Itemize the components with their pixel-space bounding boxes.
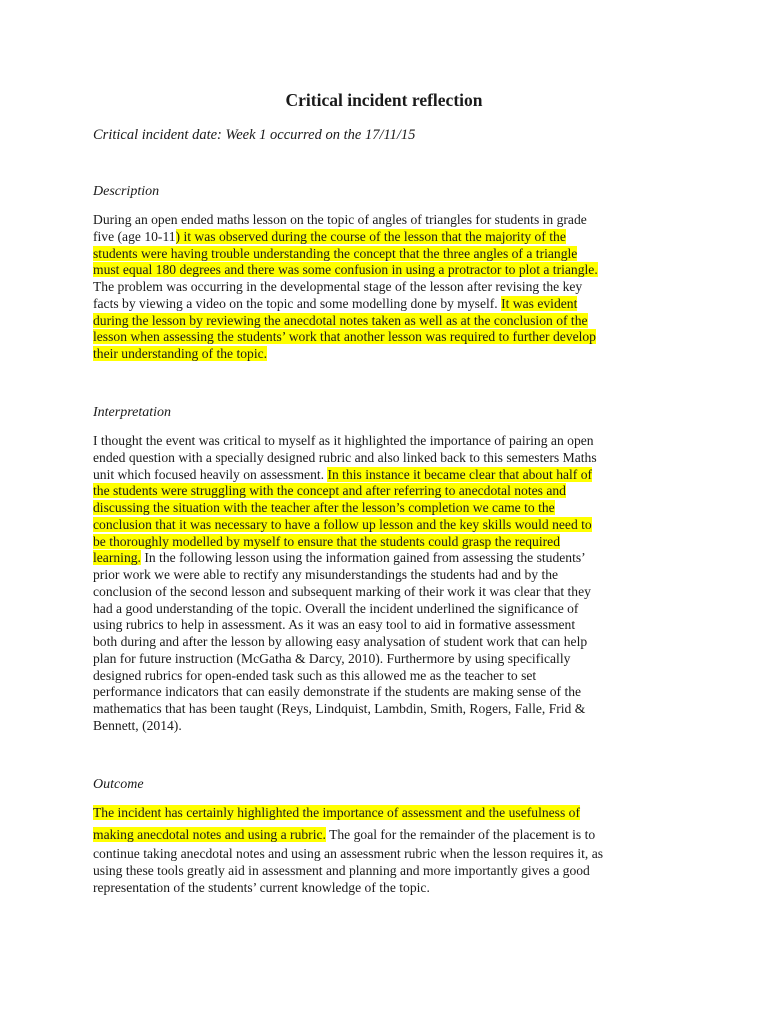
description-heading: Description: [93, 184, 160, 199]
outcome-line: [93, 802, 683, 824]
body-text: The problem was occurring in the developmental stage of the lesson after revising the key: [93, 279, 583, 294]
body-text: In the following lesson using the information gained from assessing the students’: [140, 550, 586, 566]
highlighted-text: during the lesson by reviewing the anecdotal notes taken as well as at the conclusion of the: [93, 312, 588, 328]
interpretation-line: [93, 500, 683, 517]
highlighted-text: In this instance it became clear that about half of: [327, 466, 593, 482]
highlighted-text: discussing the situation with the teacher after the lesson’s completion we came to the: [93, 500, 555, 515]
description-line: [93, 346, 683, 363]
interpretation-line: [93, 701, 683, 718]
description-line: [93, 212, 683, 229]
description-paragraph: [93, 212, 683, 363]
highlighted-text: conclusion that it was necessary to have a follow up lesson and the key skills would need to: [93, 516, 592, 532]
highlighted-text: students were having trouble understanding the concept that the three angles of a triangle: [93, 245, 578, 261]
body-text: five (age 10-11: [93, 228, 176, 244]
interpretation-line: [93, 651, 683, 668]
body-text: mathematics that has been taught (Reys, Lindquist, Lambdin, Smith, Rogers, Falle, Frid &: [93, 701, 586, 716]
interpretation-line: [93, 634, 683, 651]
outcome-line: [93, 863, 683, 880]
body-text: During an open ended maths lesson on the topic of angles of triangles for students in grade: [93, 212, 587, 227]
interpretation-paragraph: [93, 433, 683, 735]
interpretation-line: [93, 467, 683, 484]
interpretation-line: [93, 517, 683, 534]
interpretation-line: [93, 601, 683, 618]
body-text: ended question with a specially designed rubric and also linked back to this semesters Maths: [93, 449, 597, 465]
highlighted-text: must equal 180 degrees and there was some confusion in using a protractor to plot a triangle.: [93, 262, 598, 278]
body-text: performance indicators that can easily demonstrate if the students are making sense of the: [93, 684, 582, 700]
body-text: Bennett, (2014).: [93, 717, 182, 733]
interpretation-line: [93, 668, 683, 685]
interpretation-line: [93, 718, 683, 735]
interpretation-line: [93, 617, 683, 634]
description-line: [93, 296, 683, 313]
description-line: [93, 313, 683, 330]
highlighted-text: learning.: [93, 550, 141, 566]
outcome-paragraph: [93, 802, 683, 896]
description-line: [93, 329, 683, 346]
interpretation-line: [93, 567, 683, 584]
highlighted-text: ) it was observed during the course of the lesson that the majority of the: [175, 228, 566, 244]
body-text: I thought the event was critical to myself as it highlighted the importance of pairing an open: [93, 433, 594, 448]
body-text: The goal for the remainder of the placement is to: [325, 827, 596, 842]
outcome-heading: Outcome: [93, 777, 144, 792]
outcome-line: [93, 880, 683, 897]
description-line: [93, 229, 683, 246]
body-text: continue taking anecdotal notes and using an assessment rubric when the lesson requires it, as: [93, 846, 604, 861]
highlighted-text: lesson when assessing the students’ work that another lesson was required to further develop: [93, 329, 596, 345]
interpretation-line: [93, 433, 683, 450]
body-text: using these tools greatly aid in assessment and planning and more importantly gives a good: [93, 862, 590, 878]
highlighted-text: be thoroughly modelled by myself to ensure that the students could grasp the required: [93, 533, 560, 549]
body-text: designed rubrics for open-ended task such as this allowed me as the teacher to set: [93, 667, 537, 683]
body-text: both during and after the lesson by allowing easy analysation of student work that can help: [93, 634, 588, 649]
highlighted-text: their understanding of the topic.: [93, 346, 268, 361]
interpretation-line: [93, 450, 683, 467]
body-text: facts by viewing a video on the topic and some modelling done by myself.: [93, 295, 502, 311]
body-text: representation of the students’ current knowledge of the topic.: [93, 879, 430, 895]
highlighted-text: making anecdotal notes and using a rubric.: [93, 827, 326, 842]
interpretation-line: [93, 534, 683, 551]
highlighted-text: The incident has certainly highlighted the importance of assessment and the usefulness of: [93, 805, 580, 820]
body-text: unit which focused heavily on assessment.: [93, 466, 328, 482]
description-line: [93, 246, 683, 263]
description-line: [93, 279, 683, 296]
body-text: prior work we were able to rectify any misunderstandings the students had and by the: [93, 567, 559, 582]
incident-date: Critical incident date: Week 1 occurred on the 17/11/15: [93, 127, 416, 143]
body-text: plan for future instruction (McGatha & Darcy, 2010). Furthermore by using specifically: [93, 650, 571, 666]
highlighted-text: the students were struggling with the concept and after referring to anecdotal notes and: [93, 483, 566, 499]
outcome-line: [93, 846, 683, 863]
description-line: [93, 262, 683, 279]
interpretation-line: [93, 550, 683, 567]
body-text: conclusion of the second lesson and subsequent marking of their work it was clear that they: [93, 583, 591, 599]
outcome-line: [93, 824, 683, 846]
interpretation-line: [93, 584, 683, 601]
interpretation-line: [93, 684, 683, 701]
highlighted-text: It was evident: [501, 295, 578, 311]
page-title: Critical incident reflection: [285, 90, 483, 110]
body-text: had a good understanding of the topic. Overall the incident underlined the significance of: [93, 600, 579, 616]
body-text: using rubrics to help in assessment. As it was an easy tool to aid in formative assessment: [93, 617, 576, 633]
interpretation-line: [93, 483, 683, 500]
interpretation-heading: Interpretation: [93, 405, 172, 420]
